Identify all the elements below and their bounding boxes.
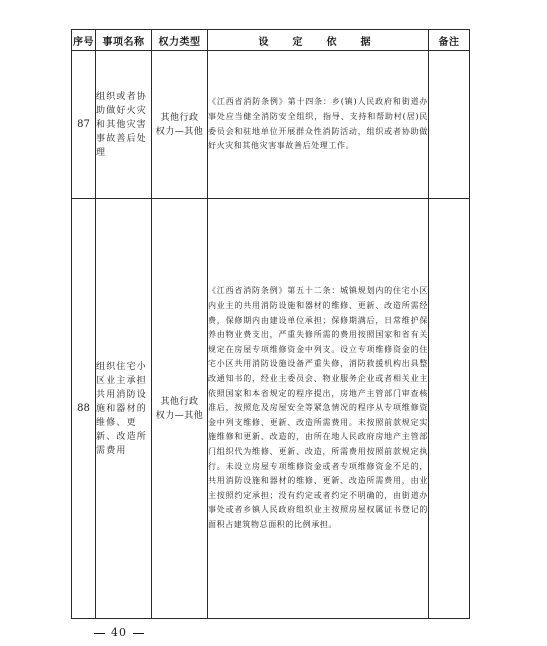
header-item-name: 事项名称 [96, 30, 152, 51]
page-number-dash-left [94, 633, 105, 634]
header-basis: 设 定 依 据 [208, 30, 429, 51]
row-number: 88 [72, 199, 96, 619]
header-remark: 备注 [429, 30, 470, 51]
header-power-type: 权力类型 [152, 30, 208, 51]
table-header-row [72, 30, 470, 51]
page-number [88, 626, 150, 639]
power-type-line2: 权力—其他 [155, 410, 204, 421]
power-type-line1: 其他行政 [160, 396, 199, 407]
item-name: 组织住宅小区业主承担共用消防设施和器材的维修、更新、改造所需费用 [96, 199, 152, 619]
legal-basis: 《江西省消防条例》第十四条：乡(镇)人民政府和街道办事处应当健全消防安全组织，指导、支持和帮助村(居)民委员会和驻地单位开展群众性消防活动，组织或者协助做好火灾和其他灾害事故善后处理工作。 [208, 51, 429, 199]
legal-basis: 《江西省消防条例》第五十二条：城镇规划内的住宅小区内业主的共用消防设施和器材的维修、更新、改造所需经费，保修期内由建设单位承担；保修期满后，日常维护保养由物业费支出，严重失修所需的费用按照国家和省有关规定在房屋专项维修资金中列支。设立专项维修资金的住宅小区共用消防设施设备严重失修，消防救援机构出具整改通知书的，经业主委员会、物业服务企业或者相关业主依照国家和本省规定的程序提出，房地产主管部门审查核准后，按照危及房屋安全等紧急情况的程序从专项维修资金中列支维修、更新、改造所需费用。未按照前款规定实施维修和更新、改造的，由所在地人民政府房地产主管部门组织代为维修、更新、改造，所需费用按照前款规定执行。未设立房屋专项维修资金或者专项维修资金不足的，共用消防设施和器材的维修、更新、改造所需费用，由业主按照约定承担；没有约定或者约定不明确的，由街道办事处或者乡镇人民政府组织业主按照房屋权属证书登记的面积占建筑物总面积的比例承担。 [208, 199, 429, 619]
power-type [152, 51, 208, 199]
item-name: 组织或者协助做好火灾和其他灾害事故善后处理 [96, 51, 152, 199]
page-number-dash-right [133, 633, 144, 634]
power-type-line2: 权力—其他 [155, 126, 204, 137]
table-row [72, 51, 470, 199]
table-row [72, 199, 470, 619]
power-list-table [71, 29, 470, 619]
power-type-line1: 其他行政 [160, 112, 199, 123]
page-number-value: 40 [111, 626, 127, 639]
power-type [152, 199, 208, 619]
remark-cell [429, 199, 470, 619]
row-number: 87 [72, 51, 96, 199]
remark-cell [429, 51, 470, 199]
header-no: 序号 [72, 30, 96, 51]
